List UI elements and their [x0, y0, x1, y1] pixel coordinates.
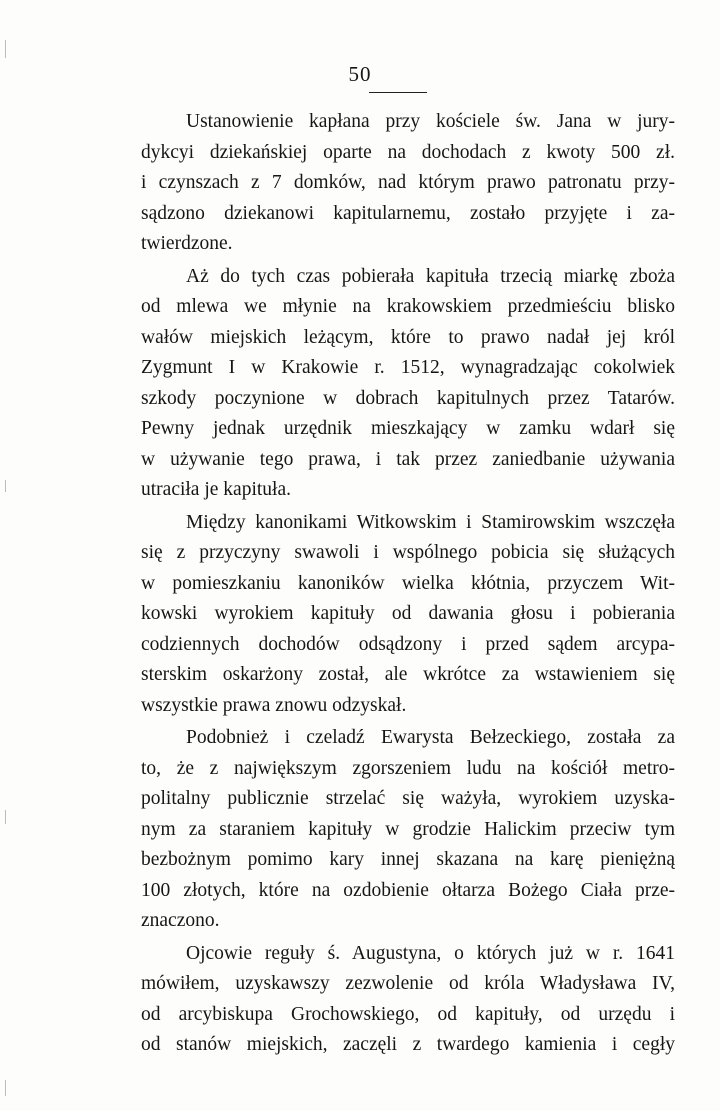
text-line: Zygmunt I w Krakowie r. 1512, wynagradzając cokolwiek [141, 357, 675, 378]
text-line: od stanów miejskich, zaczęli z twardego kamienia i cegły [141, 1034, 675, 1055]
text-line: Podobnież i czeladź Ewarysta Bełzeckiego, została za [186, 727, 675, 748]
text-line: codziennych dochodów odsądzony i przed sądem arcypa- [141, 633, 675, 655]
text-line: mówiłem, uzyskawszy zezwolenie od króla Władysława IV, [141, 973, 675, 994]
margin-mark [5, 810, 6, 824]
margin-mark [5, 40, 6, 58]
text-line: to, że z największym zgorszeniem ludu na kościół metro- [141, 757, 675, 779]
text-line: od mlewa we młynie na krakowskiem przedmieściu blisko [141, 296, 675, 317]
body-text [141, 107, 675, 1061]
text-line: Ojcowie reguły ś. Augustyna, o których już w r. 1641 [186, 942, 675, 964]
text-line: politalny publicznie strzelać się ważyła, wyrokiem uzyska- [141, 788, 675, 809]
paragraph [141, 508, 675, 722]
text-line: wałów miejskich leżącym, które to prawo nadał jej król [141, 326, 675, 348]
text-line: szkody poczynione w dobrach kapitulnych przez Tatarów. [141, 387, 675, 409]
text-line: kowski wyrokiem kapituły od dawania głosu i pobierania [141, 603, 675, 624]
text-line: utraciła je kapituła. [141, 479, 291, 500]
text-line: w pomieszkaniu kanoników wielka kłótnia, przyczem Wit- [141, 572, 675, 594]
text-line: w używanie tego prawa, i tak przez zaniedbanie używania [141, 448, 675, 470]
text-line: bezbożnym pomimo kary innej skazana na karę pieniężną [141, 849, 675, 870]
paragraph [141, 262, 675, 506]
text-line: wszystkie prawa znowu odzyskał. [141, 694, 407, 716]
text-line: i czynszach z 7 domków, nad którym prawo patronatu przy- [141, 172, 675, 193]
margin-mark [5, 480, 6, 492]
page-number: 50 [348, 62, 372, 86]
text-line: sterskim oskarżony został, ale wkrótce za wstawieniem się [141, 664, 675, 685]
paragraph [141, 723, 675, 937]
text-line: twierdzone. [141, 233, 233, 254]
page-number-rule [369, 92, 427, 93]
text-line: sądzono dziekanowi kapitularnemu, zostało przyjęte i za- [141, 202, 675, 224]
paragraph [141, 939, 675, 1061]
margin-mark [5, 1080, 6, 1096]
text-line: Aż do tych czas pobierała kapituła trzecią miarkę zboża [186, 265, 675, 287]
text-line: nym za staraniem kapituły w grodzie Halickim przeciw tym [141, 818, 675, 840]
text-line: 100 złotych, które na ozdobienie ołtarza Bożego Ciała prze- [141, 879, 675, 901]
text-line: od arcybiskupa Grochowskiego, od kapituły, od urzędu i [141, 1003, 675, 1025]
text-line: Pewny jednak urzędnik mieszkający w zamku wdarł się [141, 418, 675, 439]
text-line: znaczono. [141, 910, 220, 931]
paragraph [141, 107, 675, 260]
text-line: Ustanowienie kapłana przy kościele św. Jana w jury- [186, 111, 675, 132]
text-line: się z przyczyny swawoli i wspólnego pobicia się służących [141, 542, 675, 563]
text-line: Między kanonikami Witkowskim i Stamirowskim wszczęła [186, 511, 675, 533]
text-line: dykcyi dziekańskiej oparte na dochodach z kwoty 500 zł. [141, 141, 675, 163]
